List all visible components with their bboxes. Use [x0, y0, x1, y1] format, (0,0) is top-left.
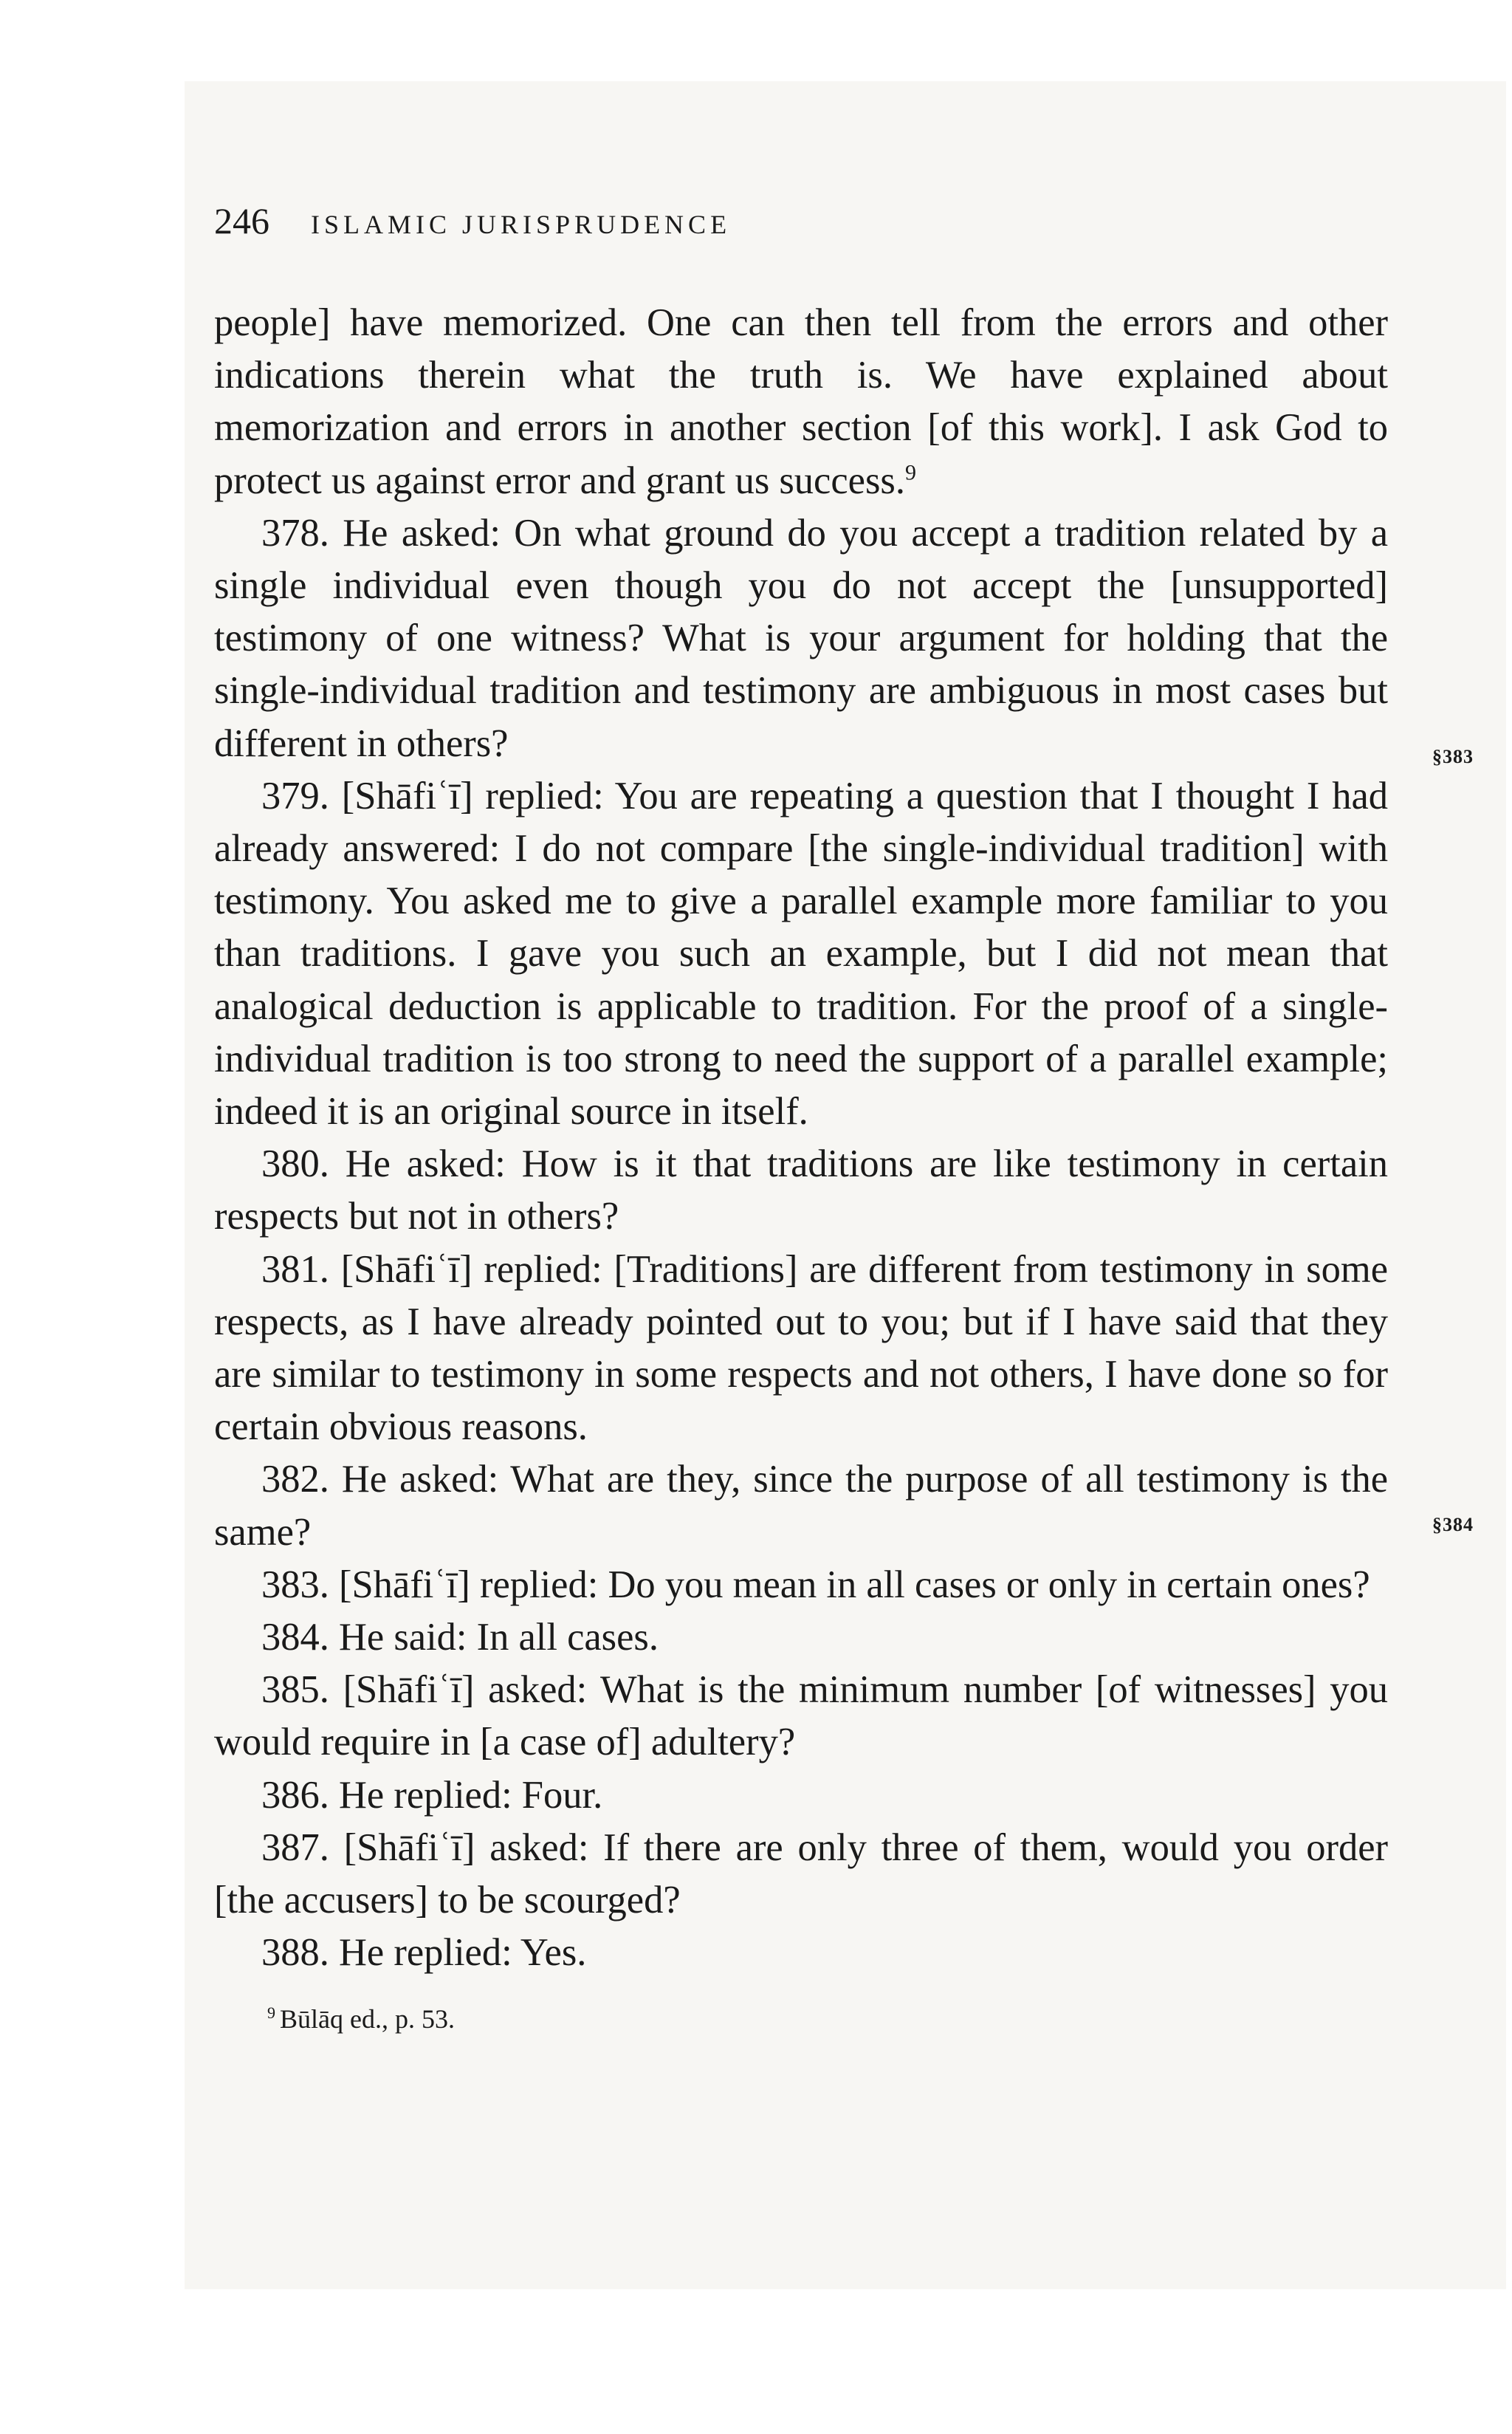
running-title: ISLAMIC JURISPRUDENCE [311, 210, 732, 239]
footnote-marker: 9 [904, 460, 916, 485]
paragraph-388: 388. He replied: Yes. [261, 1931, 587, 1975]
paragraph-continuation [214, 297, 1388, 507]
paragraph-379: 379. [Shāfiʿī] replied: You are repeating a question that I thought I had already answered: I do not compare [the single-individual tradition] with testimony. You asked me to give a parallel example more familiar to you than traditions. I gave you such an example, but I did not mean that analogical deduction is applicable to tradition. For the proof of a single-individual tradition is too strong to need the support of a parallel example; indeed it is an original source in itself. [214, 774, 1388, 1134]
book-page [214, 199, 1388, 2034]
margin-note-383: §383 [1432, 746, 1474, 767]
paragraph-382: 382. He asked: What are they, since the purpose of all testimony is the same? [214, 1458, 1388, 1554]
footnote-text: Būlāq ed., p. 53. [280, 2003, 455, 2034]
paragraph-383: 383. [Shāfiʿī] replied: Do you mean in all cases or only in certain ones? [261, 1563, 1370, 1606]
margin-note-384: §384 [1432, 1514, 1474, 1535]
paragraph-381: 381. [Shāfiʿī] replied: [Traditions] are different from testimony in some respects, as I have already pointed out to you; but if I have said that they are similar to testimony in some respects and not others, I have done so for certain obvious reasons. [214, 1247, 1388, 1449]
body-text [214, 297, 1388, 1980]
paragraph-380: 380. He asked: How is it that traditions are like testimony in certain respects but not in others? [214, 1142, 1388, 1238]
paragraph-text: people] have memorized. One can then tell from the errors and other indications therein what the truth is. We have explained about memorization and errors in another section [of this work]. I ask God to protect us against error and grant us success. [214, 301, 1388, 502]
paragraph-384: 384. He said: In all cases. [261, 1616, 659, 1659]
footnote [267, 2003, 1388, 2034]
footnote-marker: 9 [267, 2003, 275, 2022]
paragraph-385: 385. [Shāfiʿī] asked: What is the minimum number [of witnesses] you would require in [a case of] adultery? [214, 1668, 1388, 1764]
running-head [214, 199, 1388, 251]
paragraph-387: 387. [Shāfiʿī] asked: If there are only three of them, would you order [the accusers] to be scourged? [214, 1826, 1388, 1922]
paragraph-386: 386. He replied: Four. [261, 1773, 603, 1817]
paragraph-378: 378. He asked: On what ground do you accept a tradition related by a single individual even though you do not accept the [unsupported] testimony of one witness? What is your argument for holding that the single-individual tradition and testimony are ambiguous in most cases but different in others? [214, 511, 1388, 765]
page-number: 246 [214, 200, 269, 241]
